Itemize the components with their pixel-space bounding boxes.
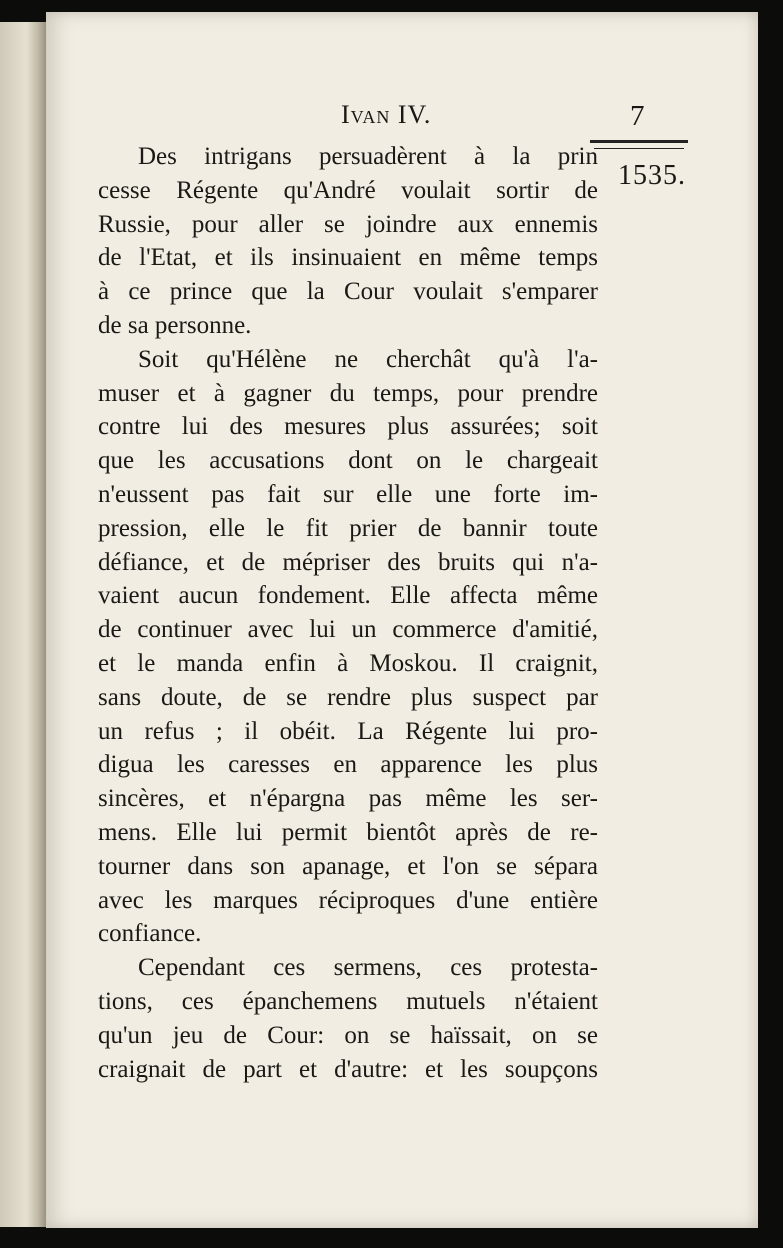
text-line: Soit qu'Hélène ne cherchât qu'à l'a- — [138, 345, 598, 373]
text-line: avec les marques réciproques d'une entière — [98, 886, 598, 914]
margin-year-note: 1535. — [618, 160, 686, 191]
text-line: contre lui des mesures plus assurées; soit — [98, 413, 598, 441]
text-line: cesse Régente qu'André voulait sortir de — [98, 176, 598, 204]
text-line: de sa personne. — [98, 311, 252, 339]
text-line: digua les caresses en apparence les plus — [98, 751, 598, 779]
text-line: Cependant ces sermens, ces protesta- — [138, 954, 598, 982]
page-header — [46, 100, 758, 140]
text-line: que les accusations dont on le chargeait — [98, 447, 598, 475]
margin-rule — [590, 140, 688, 143]
text-line: Russie, pour aller se joindre aux ennemis — [98, 210, 598, 238]
text-line: n'eussent pas fait sur elle une forte im- — [98, 480, 598, 508]
text-line: de l'Etat, et ils insinuaient en même temps — [98, 244, 598, 272]
book-binding-edge — [0, 22, 48, 1227]
text-line: et le manda enfin à Moskou. Il craignit, — [98, 649, 598, 677]
text-line: qu'un jeu de Cour: on se haïssait, on se — [98, 1021, 598, 1049]
text-line: sans doute, de se rendre plus suspect par — [98, 683, 598, 711]
text-line: tions, ces épanchemens mutuels n'étaient — [98, 987, 598, 1015]
text-line: pression, elle le fit prier de bannir toute — [98, 514, 598, 542]
text-line: confiance. — [98, 920, 202, 948]
page-number: 7 — [630, 100, 645, 132]
running-title: Ivan IV. — [341, 100, 432, 129]
text-line: craignait de part et d'autre: et les soupçons — [98, 1055, 598, 1083]
text-line: défiance, et de mépriser des bruits qui n'a- — [98, 548, 598, 576]
text-line: mens. Elle lui permit bientôt après de re- — [98, 818, 598, 846]
text-line: sincères, et n'épargna pas même les ser- — [98, 785, 598, 813]
text-line: à ce prince que la Cour voulait s'emparer — [98, 278, 598, 306]
text-line: un refus ; il obéit. La Régente lui pro- — [98, 717, 598, 745]
body-text — [98, 140, 598, 1086]
text-line: Des intrigans persuadèrent à la prin — [138, 143, 598, 170]
text-line: vaient aucun fondement. Elle affecta même — [98, 582, 598, 610]
text-line: muser et à gagner du temps, pour prendre — [98, 379, 598, 407]
margin-rule-thin — [594, 148, 684, 149]
text-line: tourner dans son apanage, et l'on se sépara — [98, 852, 598, 880]
text-line: de continuer avec lui un commerce d'amitié, — [98, 616, 598, 644]
